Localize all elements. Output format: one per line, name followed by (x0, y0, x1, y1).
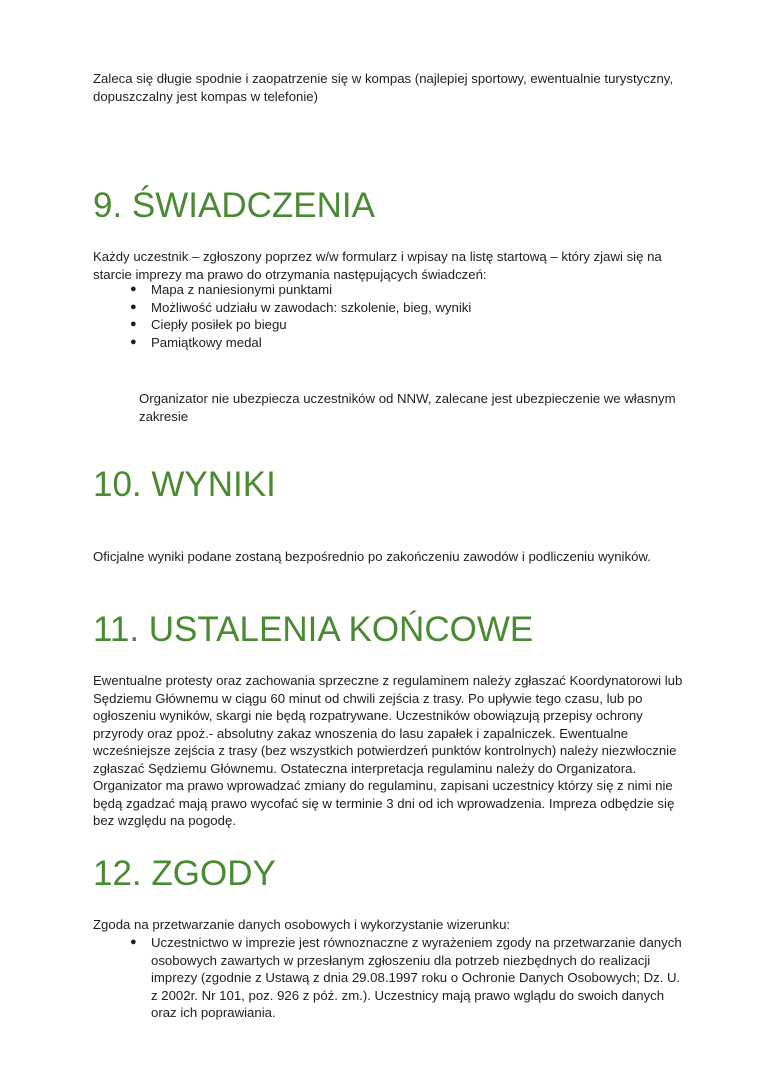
list-item (93, 934, 683, 1022)
bullet-dot-icon: ● (130, 318, 137, 330)
list-item (93, 334, 471, 352)
list-item (93, 316, 471, 334)
intro-paragraph: Zaleca się długie spodnie i zaopatrzenie się w kompas (najlepiej sportowy, ewentualnie turystyczny, dopuszczalny jest kompas w telefonie) (93, 71, 674, 104)
list-item-text: Ciepły posiłek po biegu (151, 317, 287, 332)
section-9-benefits-list (93, 281, 471, 351)
list-item-text: Możliwość udziału w zawodach: szkolenie, bieg, wyniki (151, 299, 472, 315)
section-12-paragraph: Zgoda na przetwarzanie danych osobowych i wykorzystanie wizerunku: (93, 917, 511, 932)
list-item (93, 299, 471, 317)
section-10-heading: 10. WYNIKI (93, 465, 276, 504)
bullet-dot-icon: ● (130, 283, 137, 295)
bullet-dot-icon: ● (130, 335, 137, 348)
section-9-heading: 9. ŚWIADCZENIA (93, 186, 375, 225)
bullet-dot-icon: ● (130, 936, 137, 948)
section-11-heading: 11. USTALENIA KOŃCOWE (93, 610, 534, 649)
section-9-paragraph: Każdy uczestnik – zgłoszony poprzez w/w formularz i wpisay na listę startową – który zjawi się na starcie imprezy ma prawo do otrzymania następujących świadczeń: (93, 249, 662, 282)
bullet-dot-icon: ● (130, 300, 137, 313)
insurance-note: Organizator nie ubezpiecza uczestników od NNW, zalecane jest ubezpieczenie we własnym zakresie (139, 391, 676, 424)
section-11-paragraph: Ewentualne protesty oraz zachowania sprzeczne z regulaminem należy zgłaszać Koordynatorowi lub Sędziemu Głównemu w ciągu 60 minut od chwili zejścia z trasy. Po upływie tego czasu, lub po ogłoszeniu wyników, skargi nie będą rozpatrywane. Uczestników obowiązują przepisy ochrony przyrody oraz ppoż.- absolutny zakaz wnoszenia do lasu zapałek i zapalniczek. Ewentualne wcześniejsze zejścia z trasy (bez wszystkich potwierdzeń punktów kontrolnych) należy niezwłocznie zgłaszać Sędziemu Głównemu. Ostateczna interpretacja regulaminu należy do Organizatora. Organizator ma prawo wprowadzać zmiany do regulaminu, zapisani uczestnicy którzy się z nimi nie będą zgadzać mają prawo wycofać się w terminie 3 dni od ich wprowadzenia. Impreza odbędzie się bez względu na pogodę. (93, 673, 683, 828)
list-item (93, 281, 471, 299)
list-item-text: Pamiątkowy medal (151, 334, 262, 350)
section-12-consent-list (93, 934, 683, 1022)
list-item-text: Uczestnictwo w imprezie jest równoznaczne z wyrażeniem zgody na przetwarzanie danych osobowych zawartych w przesłanym zgłoszeniu dla potrzeb niezbędnych do realizacji imprezy (zgodnie z Ustawą z dnia 29.08.1997 roku o Ochronie Danych Osobowych; Dz. U. z 2002r. Nr 101, poz. 926 z póź. zm.). Uczestnicy mają prawo wglądu do swoich danych oraz ich poprawiania. (151, 935, 682, 1020)
section-10-paragraph: Oficjalne wyniki podane zostaną bezpośrednio po zakończeniu zawodów i podliczeniu wyników. (93, 549, 651, 564)
list-item-text: Mapa z naniesionymi punktami (151, 282, 333, 297)
section-12-heading: 12. ZGODY (93, 854, 276, 893)
